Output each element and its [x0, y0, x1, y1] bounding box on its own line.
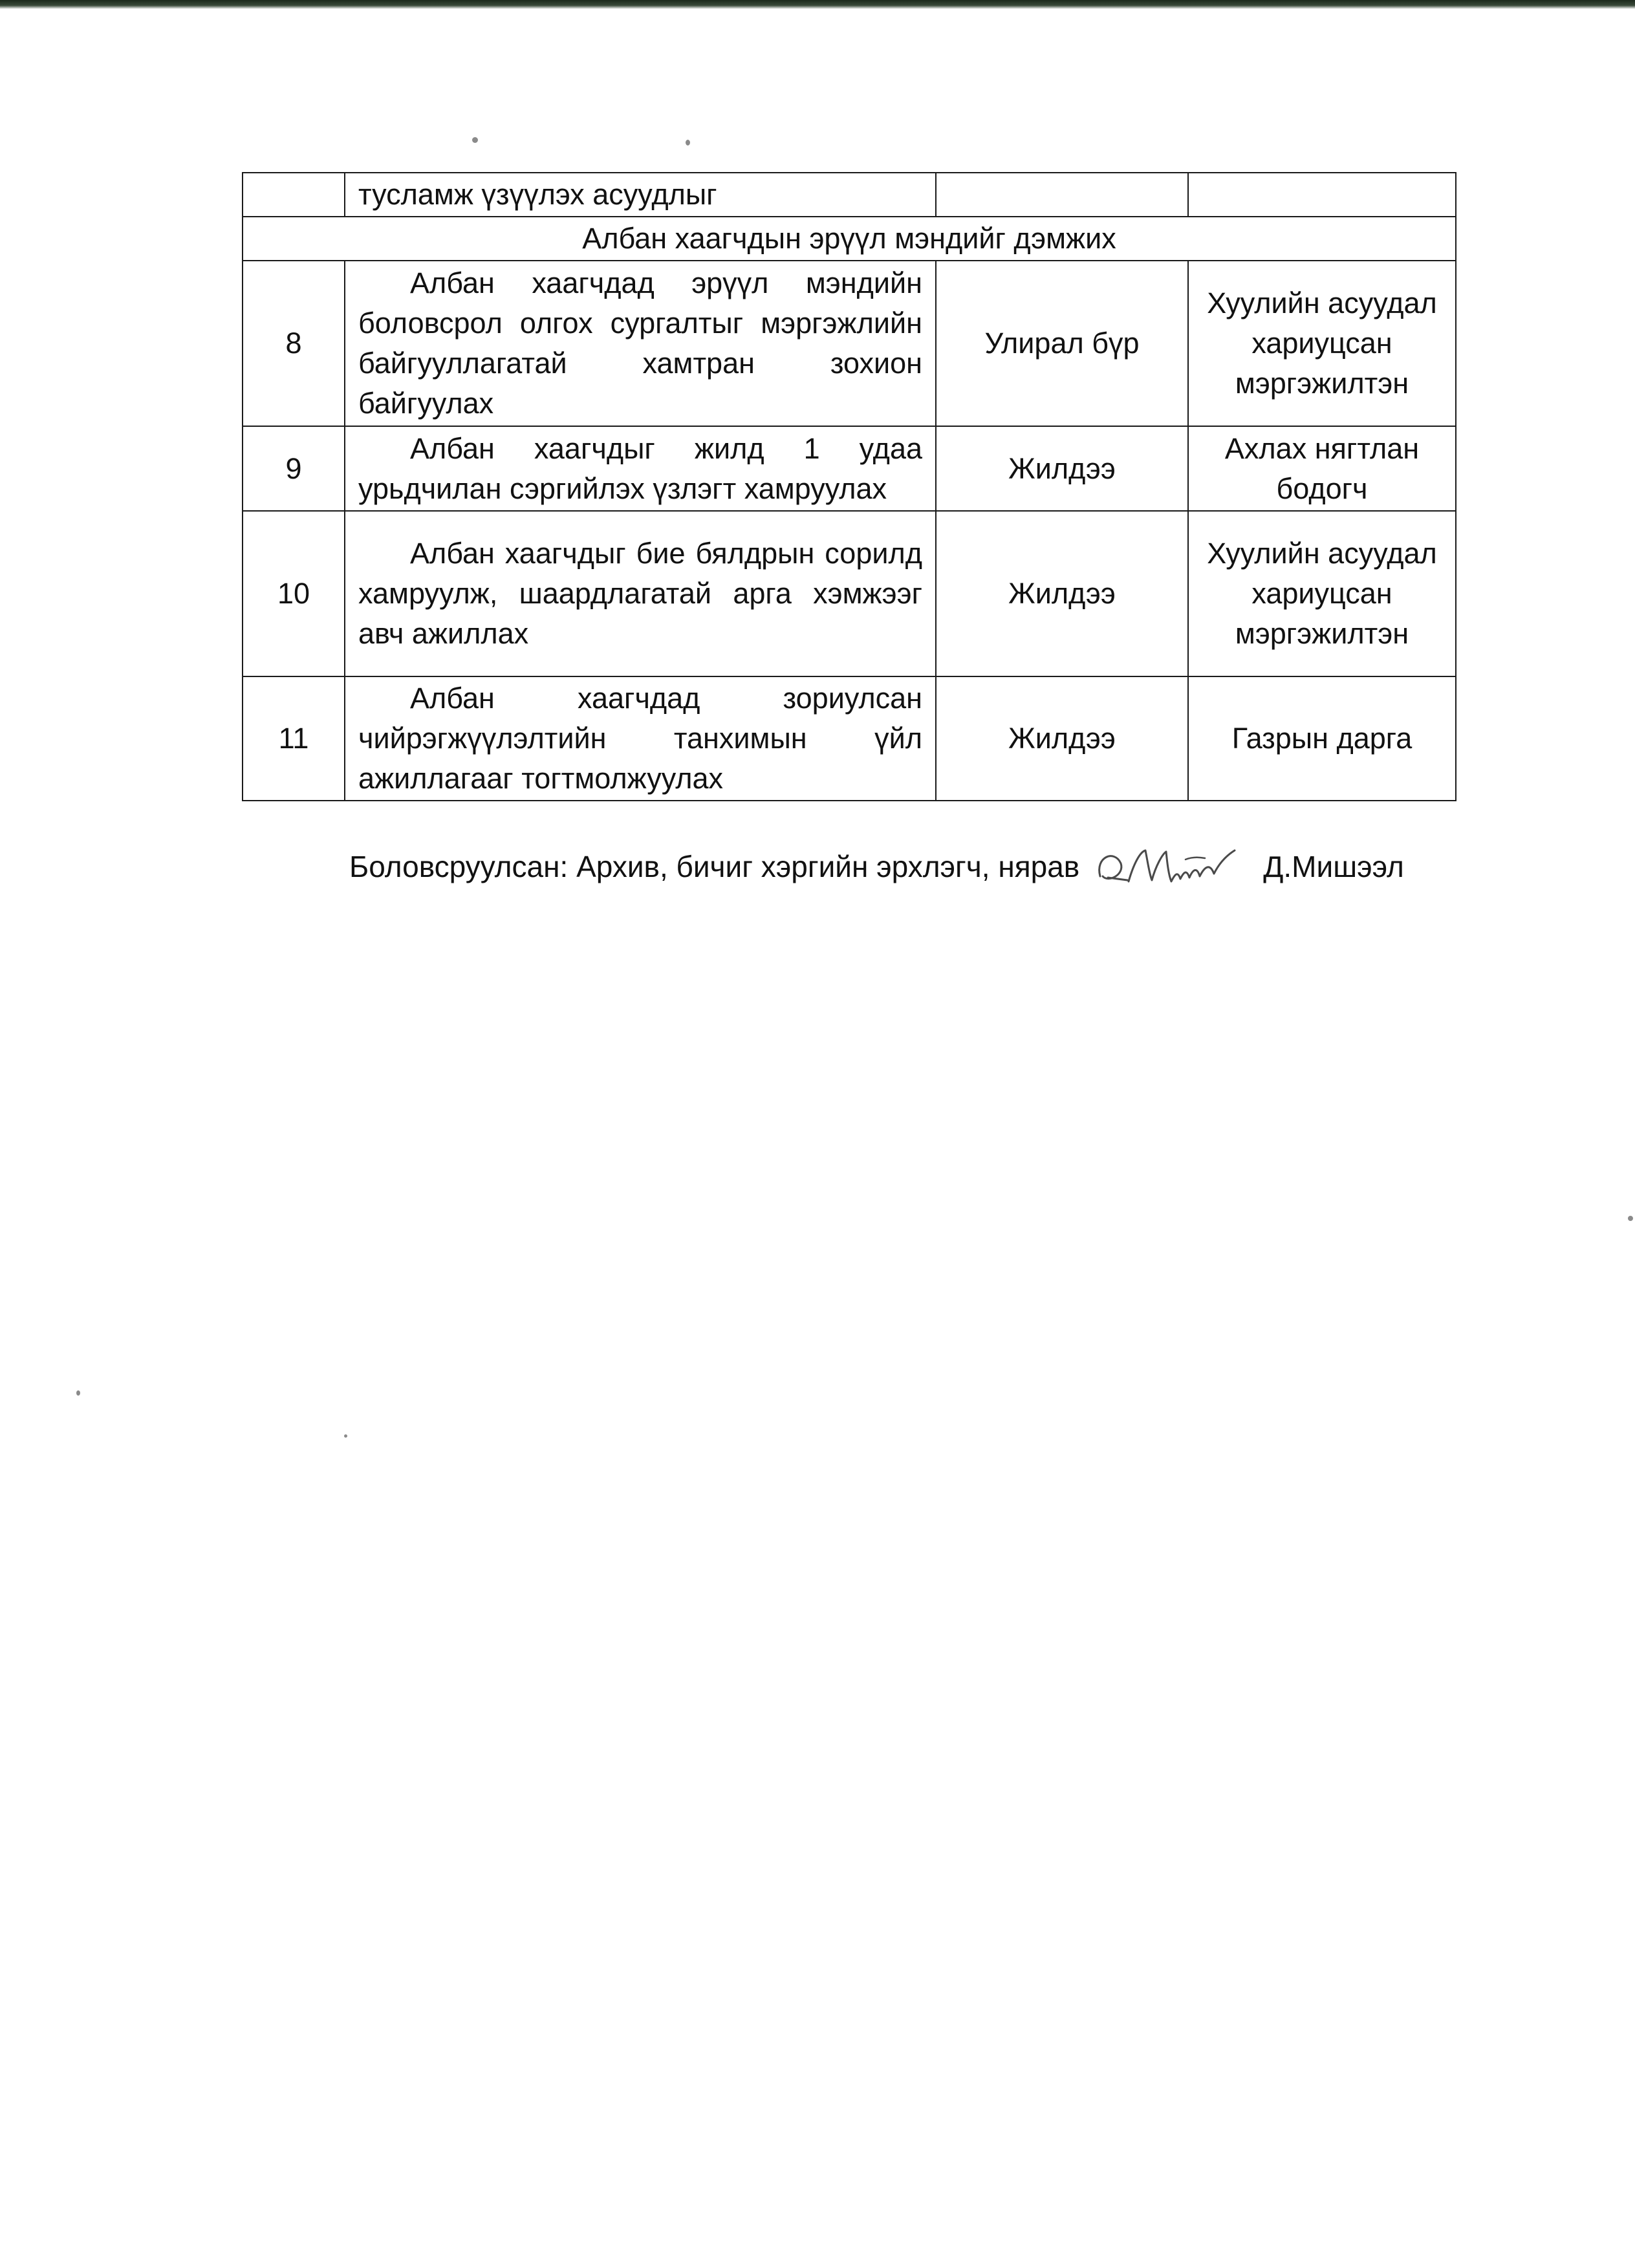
table-row: [243, 261, 1456, 426]
activity-cell: тусламж үзүүлэх асуудлыг: [345, 173, 936, 217]
activity-cell: Албан хаагчдыг бие бялдрын сорилд хамруулж, шаардлагатай арга хэмжээг авч ажиллах: [345, 511, 936, 676]
prepared-by-label: Боловсруулсан: Архив, бичиг хэргийн эрхлэгч, нярав: [349, 850, 1080, 883]
row-number-cell: 11: [243, 676, 345, 801]
table-section-row: [243, 217, 1456, 261]
period-cell: Жилдээ: [936, 511, 1188, 676]
signer-name: Д.Мишээл: [1263, 850, 1404, 883]
responsible-cell: Хуулийн асуудал хариуцсан мэргэжилтэн: [1188, 511, 1456, 676]
scan-speck: [76, 1390, 80, 1396]
table-row-continuation: [243, 173, 1456, 217]
scan-speck: [1628, 1216, 1633, 1221]
row-number-cell: 10: [243, 511, 345, 676]
responsible-cell: Ахлах нягтлан бодогч: [1188, 426, 1456, 511]
activity-cell: Албан хаагчдад эрүүл мэндийн боловсрол олгох сургалтыг мэргэжлийн байгууллагатай хамтран зохион байгуулах: [345, 261, 936, 426]
scan-speck: [472, 137, 478, 143]
period-cell: Жилдээ: [936, 676, 1188, 801]
scan-speck: [344, 1434, 347, 1438]
activity-cell: Албан хаагчдыг жилд 1 удаа урьдчилан сэргийлэх үзлэгт хамруулах: [345, 426, 936, 511]
row-number-cell: 9: [243, 426, 345, 511]
period-cell: Улирал бүр: [936, 261, 1188, 426]
activity-cell: Албан хаагчдад зориулсан чийрэгжүүлэлтийн танхимын үйл ажиллагааг тогтмолжуулах: [345, 676, 936, 801]
table-row: [243, 676, 1456, 801]
prepared-by-line: [349, 837, 1404, 896]
row-number-cell: 8: [243, 261, 345, 426]
scan-top-edge: [0, 0, 1635, 9]
table-row: [243, 426, 1456, 511]
responsible-cell: [1188, 173, 1456, 217]
table-row: [243, 511, 1456, 676]
handwritten-signature: [1088, 837, 1250, 896]
scan-speck: [686, 140, 690, 146]
period-cell: Жилдээ: [936, 426, 1188, 511]
responsible-cell: Хуулийн асуудал хариуцсан мэргэжилтэн: [1188, 261, 1456, 426]
responsible-cell: Газрын дарга: [1188, 676, 1456, 801]
section-heading: Албан хаагчдын эрүүл мэндийг дэмжих: [243, 217, 1456, 261]
row-number-cell: [243, 173, 345, 217]
period-cell: [936, 173, 1188, 217]
plan-table: [242, 172, 1456, 801]
